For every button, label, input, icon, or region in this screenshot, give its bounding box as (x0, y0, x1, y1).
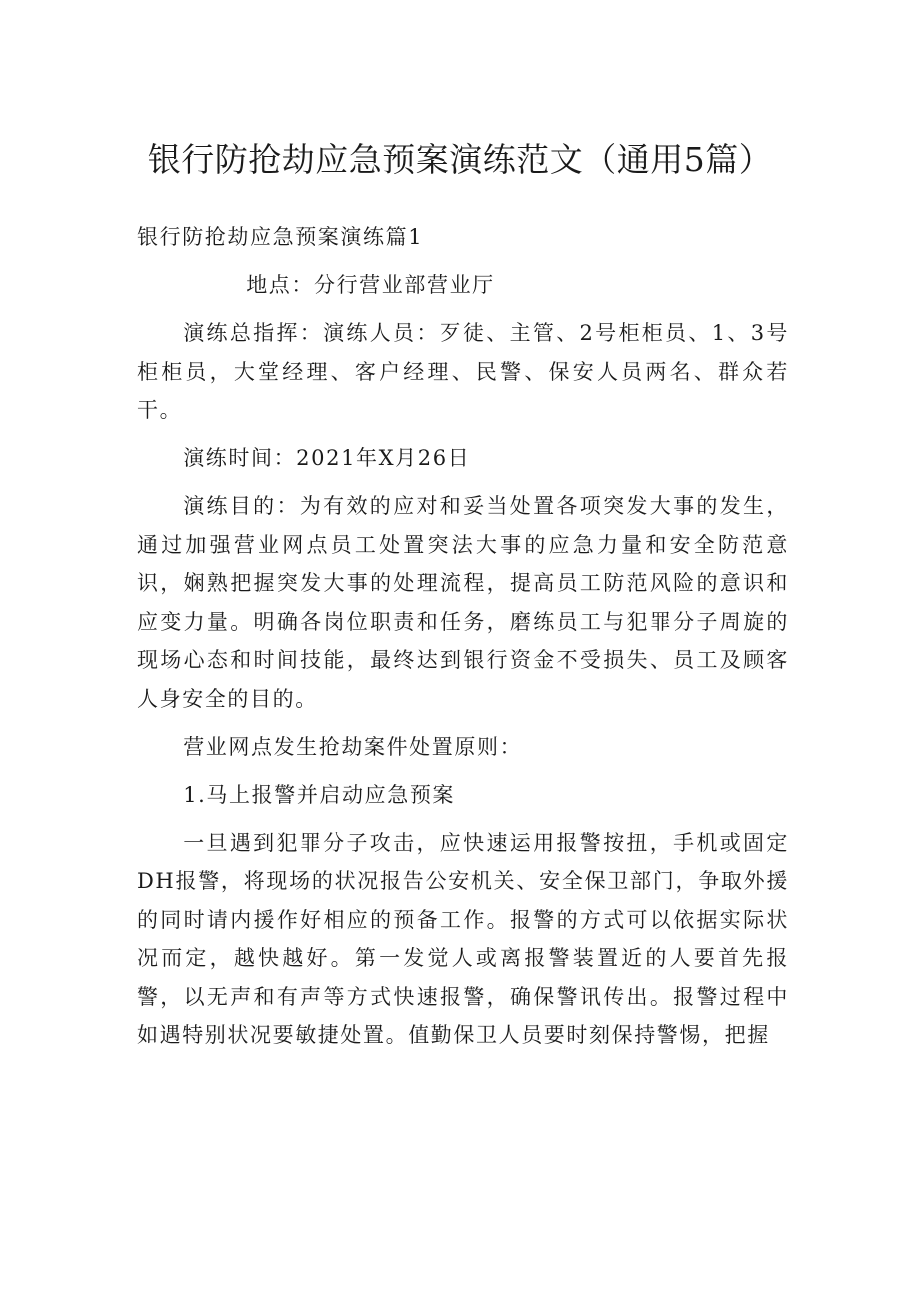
principle-1-heading: 1.马上报警并启动应急预案 (183, 782, 456, 807)
document-body (137, 218, 789, 1064)
location-paragraph: 地点：分行营业部营业厅 (246, 273, 495, 297)
drill-purpose-paragraph: 演练目的：为有效的应对和妥当处置各项突发大事的发生，通过加强营业网点员工处置突法大事的应急力量和安全防范意识，娴熟把握突发大事的处理流程，提高员工防范风险的意识和应变力量。明确各岗位职责和任务，磨练员工与犯罪分子周旋的现场心态和时间技能，最终达到银行资金不受损失、员工及顾客人身安全的目的。 (137, 494, 789, 711)
commander-participants-paragraph: 演练总指挥：演练人员：歹徒、主管、2号柜柜员、1、3号柜柜员，大堂经理、客户经理、民警、保安人员两名、群众若干。 (137, 321, 789, 422)
principles-heading: 营业网点发生抢劫案件处置原则： (183, 734, 523, 759)
section-heading: 银行防抢劫应急预案演练篇1 (137, 225, 424, 249)
principle-1-body: 一旦遇到犯罪分子攻击，应快速运用报警按扭，手机或固定DH报警，将现场的状况报告公安机关、安全保卫部门，争取外援的同时请内援作好相应的预备工作。报警的方式可以依据实际状况而定，越快越好。第一发觉人或离报警装置近的人要首先报警，以无声和有声等方式快速报警，确保警讯传出。报警过程中如遇特别状况要敏捷处置。值勤保卫人员要时刻保持警惕，把握 (137, 830, 789, 1047)
drill-time-paragraph: 演练时间：2021年X月26日 (183, 446, 471, 470)
document-title: 银行防抢劫应急预案演练范文（通用5篇） (147, 140, 773, 179)
